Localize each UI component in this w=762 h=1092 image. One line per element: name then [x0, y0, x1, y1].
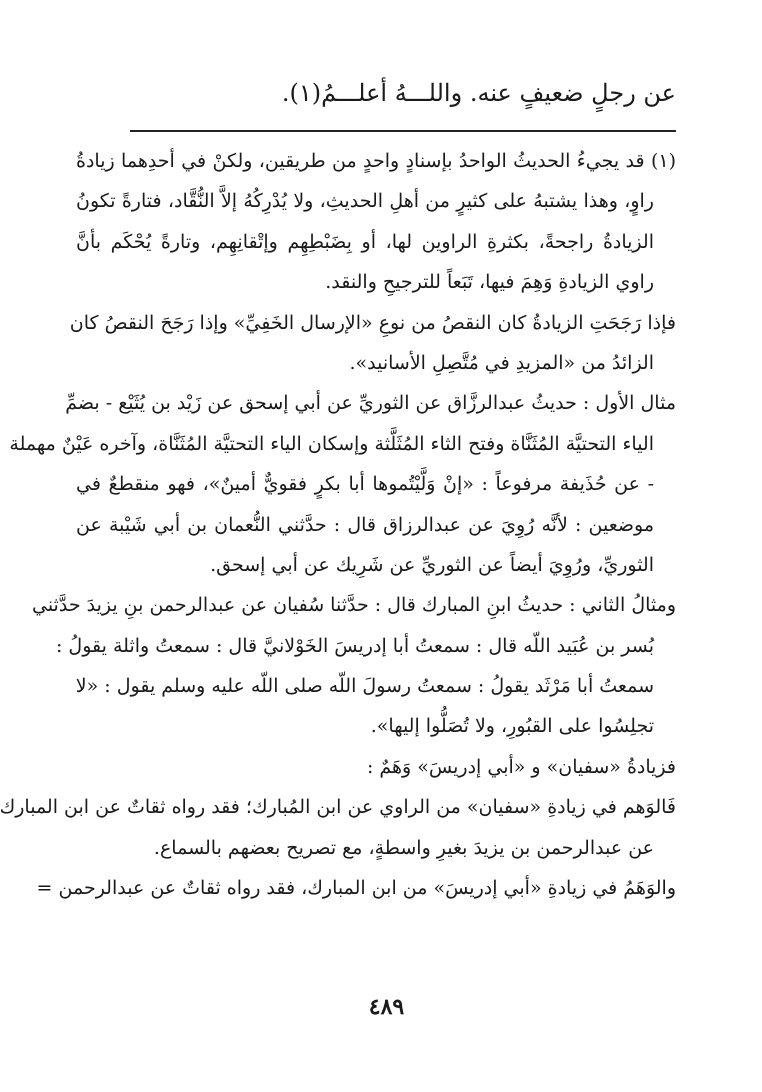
footnote-line: تجلِسُوا على القبُورِ، ولا تُصَلُّوا إليها». [370, 715, 654, 738]
footnote-line: موضعين : لأنَّه رُوِيَ عن عبدالرزاق قال : حدَّثني النُّعمان بن أبي شَيْبة عن [76, 513, 654, 536]
footnote-line: عن عبدالرحمن بن يزيدَ بغيرِ واسطةٍ، مع تصريح بعضهم بالسماع. [153, 836, 654, 859]
footnote-line: الزائدُ من «المزيدِ في مُتَّصِلِ الأسانيد». [349, 351, 654, 374]
main-text: عن رجلٍ ضعيفٍ عنه. واللـــهُ أعلـــمُ(١). [281, 79, 676, 107]
footnote-line: ومثالُ الثاني : حديثُ ابنِ المبارك قال : حدَّثنا سُفيان عن عبدالرحمن بنِ يزيدَ حدَّثني [31, 594, 676, 617]
footnote-line: فَالوَهم في زيادةِ «سفيان» من الراوي عن ابن المُبارك؛ فقد رواه ثقاتٌ عن ابن المبارك [0, 796, 676, 819]
footnote-line: الثوريِّ، ورُوِيَ أيضاً عن الثوريِّ عن شَرِيك عن أبي إسحق. [210, 553, 654, 576]
footnote-line: فإذا رَجَحَتِ الزيادةُ كان النقصُ من نوعِ «الإرسال الخَفِيِّ» وإذا رَجَحَ النقصُ كان [69, 311, 676, 334]
footnotes [0, 141, 676, 908]
footnote-line: راوٍ، وهذا يشتبهُ على كثيرٍ من أهلِ الحديثِ، ولا يُدْرِكُهُ إلاَّ النُّقَّاد، فتارةً تكونُ [76, 190, 654, 213]
footnote-line: الزيادةُ راجحةً، بكثرةِ الراوين لها، أو بِضَبْطِهِم وإتْقانِهِم، وتارةً يُحْكَم بأنَّ [76, 230, 654, 253]
footnote-line: والوَهَمُ في زيادةِ «أبي إدريسَ» من ابن المبارك، فقد رواه ثقاتٌ عن عبدالرحمن = [36, 877, 676, 900]
footnote-line: مثال الأول : حديثُ عبدالرزَّاق عن الثوريِّ عن أبي إسحق عن زَيْد بن يُثَيْع - بضمِّ [65, 392, 676, 415]
footnote-divider [130, 130, 676, 132]
footnote-line: الياء التحتيَّة المُثَنَّاة وفتح الثاء المُثَلَّثة وإسكان الياء التحتيَّة المُثَنَّاة، وآخره عَيْنٌ مهملة [9, 432, 654, 455]
footnote-line: راوي الزيادةِ وَهِمَ فيها، تَبَعاً للترجيحِ والنقد. [325, 271, 654, 294]
footnote-line: فزيادةُ «سفيان» و «أبي إدريسَ» وَهَمٌ : [366, 755, 676, 778]
footnote-line: - عن حُذَيفة مرفوعاً : «إنْ وَلَّيْتُموها أبا بكرٍ فقويٌّ أمينٌ»، فهو منقطعٌ في [76, 473, 654, 496]
footnote-line: بُسر بن عُبَيد اللّه قال : سمعتُ أبا إدريسَ الخَوْلانيَّ قال : سمعتُ واثلة يقولُ : [55, 634, 654, 657]
footnote-line: (١) قد يجيءُ الحديثُ الواحدُ بإسنادٍ واحدٍ من طريقين، ولكنْ في أحدِهما زيادةُ [76, 150, 676, 172]
footnote-line: سمعتُ أبا مَرْثَد يقولُ : سمعتُ رسولَ اللّه صلى اللّه عليه وسلم يقول : «لا [75, 675, 654, 698]
page-number: ٤٨٩ [368, 994, 405, 1020]
